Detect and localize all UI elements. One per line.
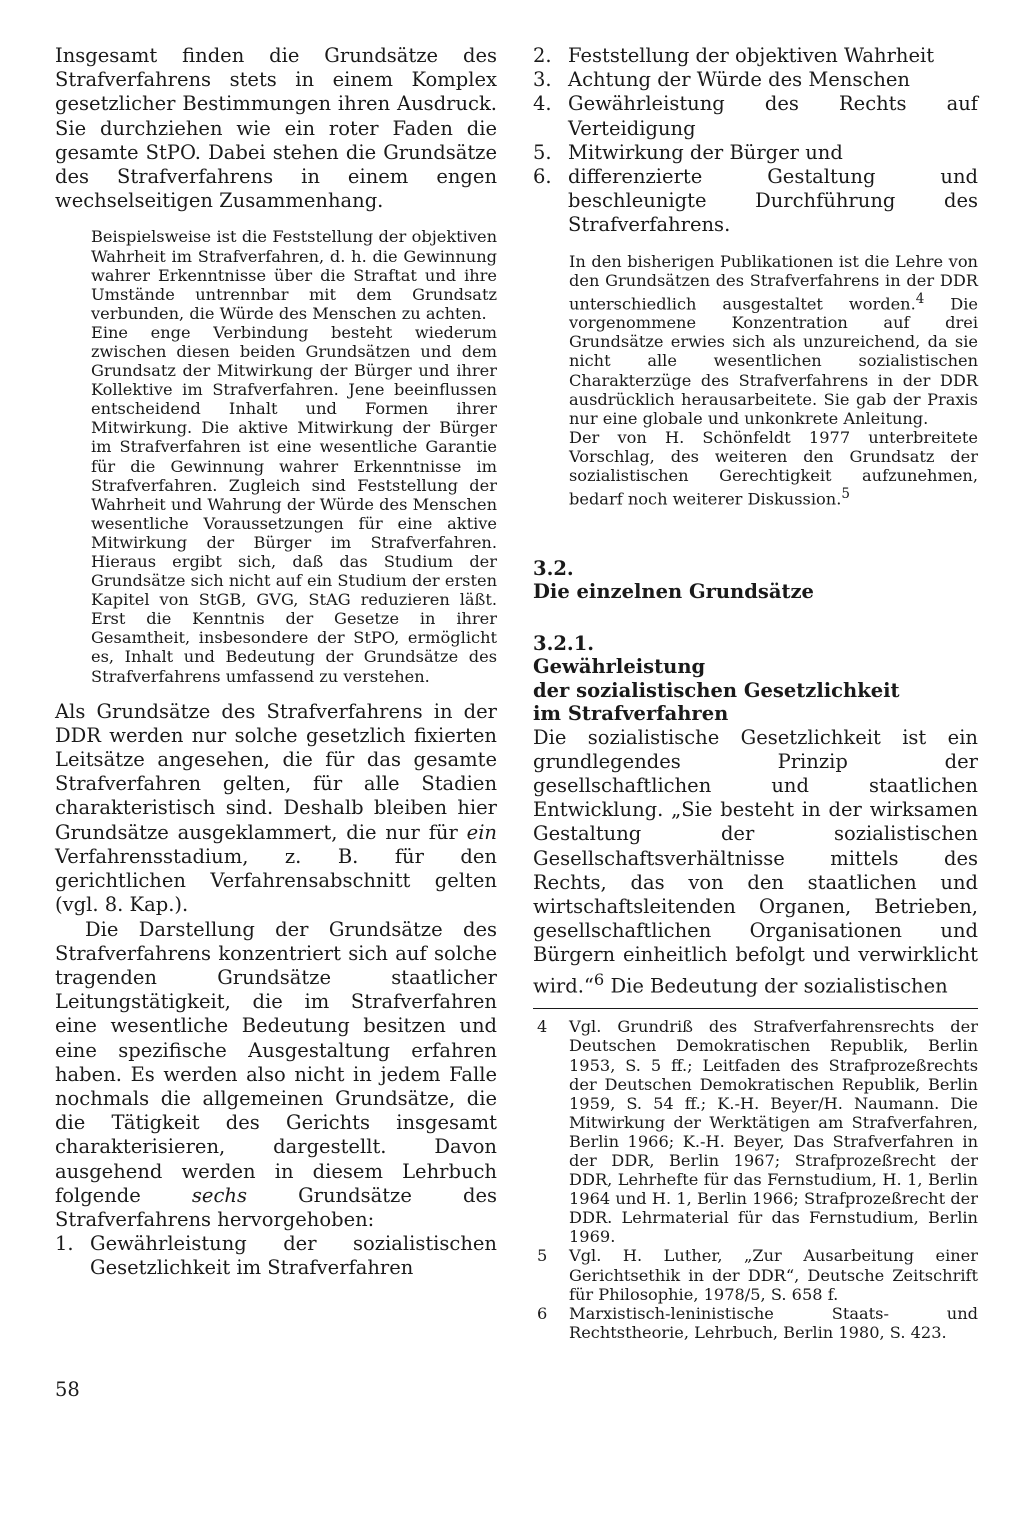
section-title: Die einzelnen Grundsätze bbox=[533, 580, 814, 604]
paragraph: Als Grundsätze des Strafverfahrens in der DDR werden nur solche gesetzlich fixierten Leitsätze angesehen, die für das gesamte Strafverfahren gelten, für alle Stadien charakteristisch sind. Deshalb bleiben hier Grundsätze ausgeklammert, die nur für ein Verfahrensstadium, z. B. für den gerichtlichen Verfahrensabschnitt gelten (vgl. 8. Kap.). bbox=[55, 699, 497, 917]
small-print-paragraph: Beispielsweise ist die Feststellung der objektiven Wahrheit im Strafverfahren, d. h. die Gewinnung wahrer Erkenntnisse über die Straftat und ihre Umstände untrennbar mit dem Grundsatz verbunden, die Würde des Menschen zu achten. bbox=[91, 227, 497, 323]
footnote-ref: 4 bbox=[915, 290, 925, 307]
subsection-title: der sozialistischen Gesetzlichkeit bbox=[533, 678, 900, 702]
paragraph: Die sozialistische Gesetzlichkeit ist ein grundlegendes Prinzip der gesellschaftlichen und staatlichen Entwicklung. „Sie besteht in der wirksamen Gestaltung der sozialistischen Gesellschaftsverhältnisse mittels des Rechts, das von den staatlichen und wirtschaftsleitenden Organen, Betrieben, gesellschaftlichen Organisationen und Bürgern einheitlich befolgt und verwirklicht wird.“$^6$ Die Bedeutung der sozialistischen bbox=[533, 725, 978, 998]
list-item: 5. Mitwirkung der Bürger und bbox=[533, 140, 843, 164]
paragraph: Die Darstellung der Grundsätze des Strafverfahrens konzentriert sich auf solche tragenden Grundsätze staatlicher Leitungstätigkeit, die im Strafverfahren eine wesentliche Bedeutung besitzen und eine spezifische Ausgestaltung erfahren haben. Es werden also nicht in jedem Falle nochmals die allgemeinen Grundsätze, die die Tätigkeit des Gerichts insgesamt charakterisieren, dargestellt. Davon ausgehend werden in diesem Lehrbuch folgende sechs Grundsätze des Strafverfahrens hervorgehoben: bbox=[55, 917, 498, 1231]
small-print-paragraph: Eine enge Verbindung besteht wiederum zwischen diesen beiden Grundsätzen und dem Grundsatz der Mitwirkung der Bürger und ihrer Kollektive im Strafverfahren. Jene beeinflussen entscheidend Inhalt und Formen ihrer Mitwirkung. Die aktive Mitwirkung der Bürger im Strafverfahren ist eine wesentliche Garantie für die Gewinnung wahrer Erkenntnisse im Strafverfahren. Zugleich sind Feststellung der Wahrheit und Wahrung der Würde des Menschen wesentliche Voraussetzungen für eine aktive Mitwirkung der Bürger im Strafverfahren. Hieraus ergibt sich, daß das Studium der Grundsätze sich nicht auf ein Studium der ersten Kapitel von StGB, GVG, StAG reduzieren läßt. Erst die Kenntnis der Gesetze in ihrer Gesamtheit, insbesondere der StPO, ermöglicht es, Inhalt und Bedeutung der Grundsätze des Strafverfahrens umfassend zu verstehen. bbox=[91, 322, 497, 686]
right-column bbox=[533, 44, 978, 1342]
small-print-paragraph: Der von H. Schönfeldt 1977 unterbreitete Vorschlag, des weiteren den Grundsatz der sozialistischen Gerechtigkeit aufzunehmen, bedarf noch weiterer Diskussion.$^5$ bbox=[569, 427, 978, 509]
subsection-number: 3.2.1. bbox=[533, 631, 595, 655]
list-item: 1. Gewährleistung der sozialistischen Gesetzlichkeit im Strafverfahren bbox=[55, 1232, 497, 1280]
list-item: 2. Feststellung der objektiven Wahrheit bbox=[533, 44, 935, 67]
footnote: 5 Vgl. H. Luther, „Zur Ausarbeitung einer Gerichtsethik in der DDR“, Deutsche Zeitschrift für Philosophie, 1978/5, S. 658 f. bbox=[537, 1246, 978, 1304]
emphasis: ein bbox=[466, 820, 497, 844]
paragraph: Insgesamt finden die Grundsätze des Strafverfahrens stets in einem Komplex gesetzlicher Bestimmungen ihren Ausdruck. Sie durchziehen wie ein roter Faden die gesamte StPO. Dabei stehen die Grundsätze des Strafverfahrens in einem engen wechselseitigen Zusammenhang. bbox=[55, 44, 497, 213]
footnote: 6 Marxistisch-leninistische Staats- und Rechtstheorie, Lehrbuch, Berlin 1980, S. 423. bbox=[537, 1303, 978, 1342]
subsection-title: im Strafverfahren bbox=[533, 702, 729, 726]
section-number: 3.2. bbox=[533, 556, 574, 580]
principles-list bbox=[55, 1232, 497, 1280]
list-item: 6. differenzierte Gestaltung und beschleunigte Durchführung des Strafverfahrens. bbox=[533, 165, 978, 237]
footnote-ref: 5 bbox=[841, 486, 850, 503]
footnote: 4 Vgl. Grundriß des Strafverfahrensrechts der Deutschen Demokratischen Republik, Berlin 1953, S. 5 ff.; Leitfaden des Strafprozeßrechts der Deutschen Demokratischen Republik, Berlin 1959, S. 54 ff.; K.-H. Beyer/H. Naumann. Die Mitwirkung der Werktätigen am Strafverfahren, Berlin 1966; K.-H. Beyer, Das Strafverfahren in der DDR, Berlin 1967; Strafprozeßrecht der DDR, Lehrhefte für das Fernstudium, H. 1, Berlin 1964 und H. 1, Berlin 1966; Strafprozeßrecht der DDR. Lehrmaterial für das Fernstudium, Berlin 1969. bbox=[537, 1017, 978, 1247]
page-number: 58 bbox=[55, 1378, 80, 1401]
small-print-paragraph: In den bisherigen Publikationen ist die Lehre von den Grundsätzen des Strafverfahrens in der DDR unterschiedlich ausgestaltet worden.$^4$ Die vorgenommene Konzentration auf drei Grundsätze erwies sich als unzureichend, da sie nicht alle wesentlichen sozialistischen Charakterzüge des Strafverfahrens in der DDR ausdrücklich herausarbeitete. Sie gab der Praxis nur eine globale und unkonkrete Anleitung. bbox=[569, 251, 979, 428]
emphasis: sechs bbox=[191, 1183, 247, 1207]
principles-list bbox=[533, 44, 978, 238]
left-column bbox=[55, 44, 497, 1281]
subsection-title: Gewährleistung bbox=[533, 655, 706, 679]
footnote-ref: 6 bbox=[593, 969, 605, 989]
list-item: 4. Gewährleistung des Rechts auf Verteidigung bbox=[533, 92, 978, 140]
footnote-divider bbox=[533, 1008, 978, 1009]
list-item: 3. Achtung der Würde des Menschen bbox=[533, 68, 910, 92]
